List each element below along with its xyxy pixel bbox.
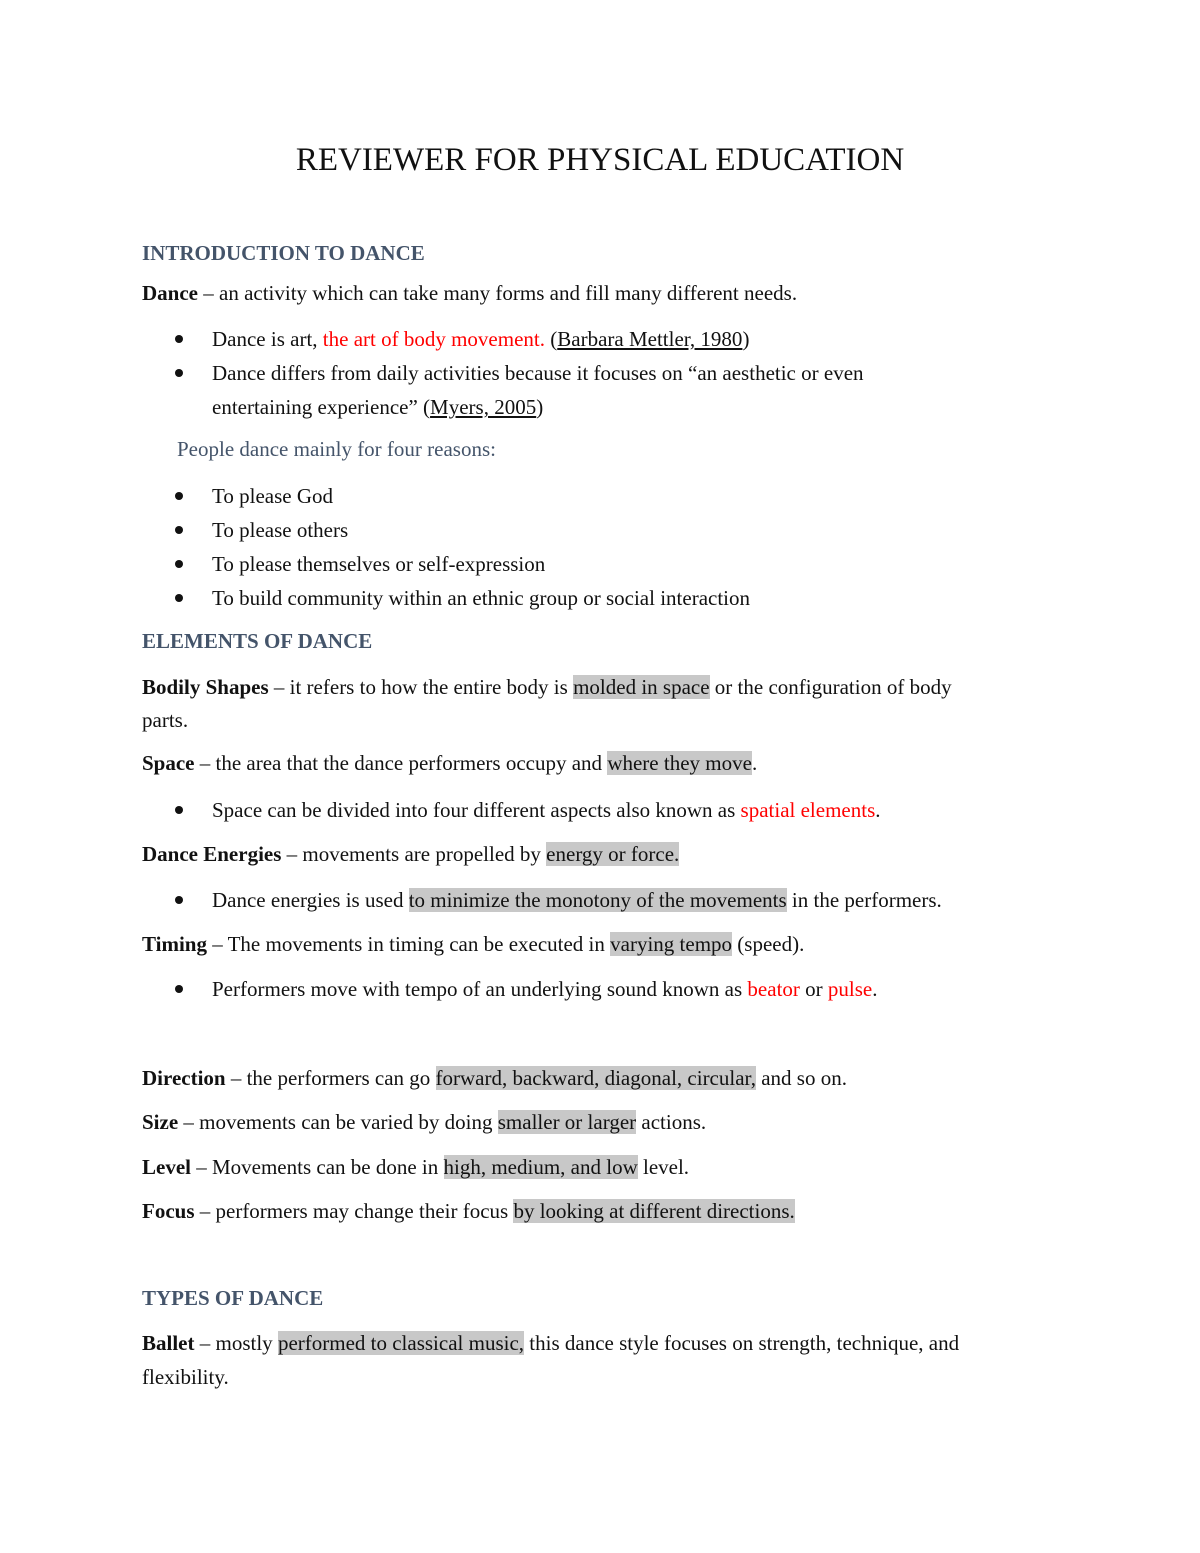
space-definition xyxy=(142,746,1062,780)
paren: ( xyxy=(545,327,558,351)
text: in the performers. xyxy=(786,888,942,912)
bullet-icon xyxy=(175,335,183,343)
bullet-text: entertaining experience” ( xyxy=(212,395,431,419)
bullet-icon xyxy=(175,896,183,904)
term-direction: Direction xyxy=(142,1066,226,1090)
energy-bullet xyxy=(212,883,942,917)
section-heading-types: TYPES OF DANCE xyxy=(142,1286,324,1310)
reason-item: To please themselves or self-expression xyxy=(212,552,546,576)
reason-item: To please God xyxy=(212,484,333,508)
bullet-text: Dance is art, xyxy=(212,327,323,351)
highlight: molded in space xyxy=(573,675,710,699)
intro-bullet-1 xyxy=(212,322,749,356)
focus-definition xyxy=(142,1194,1062,1228)
text: – Movements can be done in xyxy=(190,1155,444,1179)
intro-bullet-2-line2 xyxy=(212,390,543,424)
text: – performers may change their focus xyxy=(194,1199,514,1223)
bodily-shapes-line2: parts. xyxy=(142,708,189,732)
highlight: where they move xyxy=(607,751,752,775)
text: this dance style focuses on strength, technique, and xyxy=(524,1331,960,1355)
intro-bullet-2-line1: Dance differs from daily activities because it focuses on “an aesthetic or even xyxy=(212,361,864,385)
text: Space can be divided into four different aspects also known as xyxy=(212,798,741,822)
text: – the area that the dance performers occupy and xyxy=(194,751,608,775)
dance-definition xyxy=(142,276,1062,310)
level-definition xyxy=(142,1150,1062,1184)
highlight: performed to classical music, xyxy=(277,1331,525,1355)
section-heading-intro: INTRODUCTION TO DANCE xyxy=(142,241,425,265)
red-emphasis: beator xyxy=(747,977,800,1001)
size-definition xyxy=(142,1105,1062,1139)
paren: ) xyxy=(536,395,544,419)
text: . xyxy=(872,977,878,1001)
reason-item: To build community within an ethnic group or social interaction xyxy=(212,586,751,610)
highlight: varying tempo xyxy=(610,932,733,956)
red-emphasis: spatial elements xyxy=(740,798,876,822)
term-focus: Focus xyxy=(142,1199,195,1223)
text: actions. xyxy=(636,1110,707,1134)
text: level. xyxy=(637,1155,690,1179)
text: – the performers can go xyxy=(225,1066,436,1090)
highlight: high, medium, and low xyxy=(443,1155,638,1179)
text: or xyxy=(799,977,828,1001)
section-heading-elements: ELEMENTS OF DANCE xyxy=(142,629,373,653)
citation-link[interactable]: Barbara Mettler, 1980 xyxy=(557,327,743,351)
bullet-icon xyxy=(175,492,183,500)
citation-link[interactable]: Myers, 2005 xyxy=(430,395,537,419)
bullet-icon xyxy=(175,594,183,602)
bullet-icon xyxy=(175,806,183,814)
text: (speed). xyxy=(732,932,805,956)
highlight: smaller or larger xyxy=(497,1110,637,1134)
reasons-label: People dance mainly for four reasons: xyxy=(177,437,496,461)
text: . xyxy=(751,751,758,775)
paren: ) xyxy=(742,327,750,351)
bullet-icon xyxy=(175,526,183,534)
term-space: Space xyxy=(142,751,195,775)
text: – movements can be varied by doing xyxy=(178,1110,498,1134)
bullet-icon xyxy=(175,369,183,377)
text: . xyxy=(875,798,881,822)
ballet-line1 xyxy=(142,1326,1062,1360)
term-bodily-shapes: Bodily Shapes xyxy=(142,675,269,699)
highlight: by looking at different directions. xyxy=(513,1199,795,1223)
text: Performers move with tempo of an underlying sound known as xyxy=(212,977,748,1001)
definition-text: – an activity which can take many forms and fill many different needs. xyxy=(198,281,798,305)
text: – The movements in timing can be executed in xyxy=(206,932,611,956)
text: – movements are propelled by xyxy=(281,842,547,866)
space-bullet xyxy=(212,793,881,827)
term-level: Level xyxy=(142,1155,191,1179)
bullet-icon xyxy=(175,985,183,993)
page-title: REVIEWER FOR PHYSICAL EDUCATION xyxy=(295,142,905,178)
timing-definition xyxy=(142,927,1062,961)
highlight: forward, backward, diagonal, circular, xyxy=(435,1066,756,1090)
text: or the configuration of body xyxy=(709,675,952,699)
text: – it refers to how the entire body is xyxy=(268,675,574,699)
text: – mostly xyxy=(194,1331,278,1355)
timing-bullet xyxy=(212,972,877,1006)
energy-definition xyxy=(142,837,1062,871)
ballet-line2: flexibility. xyxy=(142,1365,229,1389)
term-dance: Dance xyxy=(142,281,198,305)
text: and so on. xyxy=(755,1066,847,1090)
reason-item: To please others xyxy=(212,518,349,542)
term-size: Size xyxy=(142,1110,179,1134)
highlight: to minimize the monotony of the movements xyxy=(408,888,787,912)
term-dance-energies: Dance Energies xyxy=(142,842,282,866)
bullet-icon xyxy=(175,560,183,568)
direction-definition xyxy=(142,1061,1062,1095)
bodily-shapes-line1 xyxy=(142,670,1062,704)
red-emphasis: pulse xyxy=(827,977,873,1001)
text: Dance energies is used xyxy=(212,888,409,912)
red-emphasis: the art of body movement. xyxy=(322,327,545,351)
term-timing: Timing xyxy=(142,932,207,956)
highlight: energy or force. xyxy=(546,842,680,866)
term-ballet: Ballet xyxy=(142,1331,195,1355)
